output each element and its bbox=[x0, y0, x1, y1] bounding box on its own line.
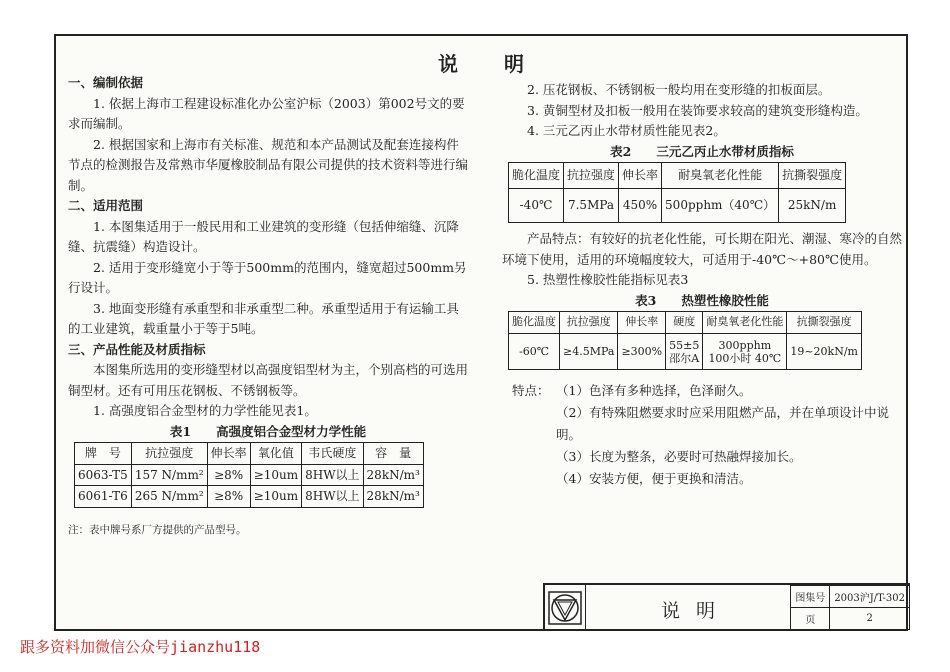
table-header: 硬度 bbox=[666, 312, 703, 334]
table-header: 抗撕裂强度 bbox=[787, 312, 862, 334]
table-header: 牌 号 bbox=[75, 443, 132, 465]
table-row bbox=[509, 334, 862, 370]
table-cell: 25kN/m bbox=[779, 189, 846, 223]
table-header: 耐臭氧老化性能 bbox=[662, 163, 779, 189]
table-cell: 500pphm（40℃） bbox=[662, 189, 779, 223]
table-header-row bbox=[75, 443, 424, 465]
table-header: 抗拉强度 bbox=[131, 443, 207, 465]
table-header: 抗撕裂强度 bbox=[779, 163, 846, 189]
paragraph: 2. 适用于变形缝宽小于等于500mm的范围内，缝宽超过500mm另行设计。 bbox=[68, 259, 467, 295]
table-cell: ≥8% bbox=[207, 464, 250, 486]
table-cell: 19~20kN/m bbox=[787, 334, 862, 370]
table-cell: 8HW以上 bbox=[302, 464, 363, 486]
paragraph: 5. 热塑性橡胶性能指标见表3 bbox=[527, 272, 689, 287]
table-header: 抗拉强度 bbox=[564, 163, 619, 189]
feature-item: （1）色泽有多种选择，色泽耐久。 bbox=[556, 383, 752, 398]
table-cell: 265 N/mm² bbox=[131, 486, 207, 508]
atlas-value: 2003沪J/T-302 bbox=[830, 586, 910, 608]
table-cell: ≥10um bbox=[250, 486, 301, 508]
table-row bbox=[509, 189, 846, 223]
feature-item: （4）安装方便，便于更换和清洁。 bbox=[556, 471, 752, 486]
paragraph: 产品特点：有较好的抗老化性能，可长期在阳光、潮湿、寒冷的自然环境下使用，适用的环境幅度较大，可适用于-40℃～+80℃使用。 bbox=[502, 231, 903, 267]
paragraph: 3. 地面变形缝有承重型和非承重型二种。承重型适用于有运输工具的工业建筑，载重量小于等于5吨。 bbox=[68, 300, 459, 336]
page-title: 说 明 bbox=[438, 52, 526, 76]
table3-caption: 表3 热塑性橡胶性能 bbox=[635, 292, 769, 308]
table-cell: ≥8% bbox=[207, 486, 250, 508]
table-header: 脆化温度 bbox=[509, 163, 564, 189]
table-cell: -40℃ bbox=[509, 189, 564, 223]
section-heading: 二、适用范围 bbox=[68, 198, 144, 213]
footer-watermark-text: 跟多资料加微信公众号jianzhu118 bbox=[20, 638, 261, 656]
table-cell: 55±5 邵尔A bbox=[666, 334, 703, 370]
paragraph: 2. 根据国家和上海市有关标准、规范和本产品测试及配套连接构件节点的检测报告及常熟市华厦橡胶制品有限公司提供的技术资料等进行编制。 bbox=[68, 136, 469, 193]
table-cell: ≥4.5MPa bbox=[560, 334, 618, 370]
table-header: 伸长率 bbox=[618, 312, 666, 334]
table-header: 抗拉强度 bbox=[560, 312, 618, 334]
paragraph: 1. 本图集适用于一般民用和工业建筑的变形缝（包括伸缩缝、沉降缝、抗震缝）构造设计。 bbox=[68, 218, 459, 254]
table-note: 注：表中牌号系厂方提供的产品型号。 bbox=[68, 523, 247, 536]
table-header: 韦氏硬度 bbox=[302, 443, 363, 465]
table2-caption: 表2 三元乙丙止水带材质指标 bbox=[610, 143, 794, 159]
section-heading: 三、产品性能及材质指标 bbox=[68, 341, 206, 357]
table-header: 氧化值 bbox=[250, 443, 301, 465]
table-cell: 300pphm 100小时 40℃ bbox=[703, 334, 787, 370]
table-header-row bbox=[509, 312, 862, 334]
table-cell: 6063-T5 bbox=[75, 464, 132, 486]
features-list bbox=[502, 380, 902, 490]
title-block-grid bbox=[790, 585, 910, 630]
title-block bbox=[543, 583, 910, 631]
table-cell: ≥10um bbox=[250, 464, 301, 486]
table1 bbox=[74, 442, 424, 508]
feature-item: （2）有特殊阻燃要求时应采用阻燃产品，并在单项设计中说明。 bbox=[556, 405, 889, 442]
publisher-logo-icon bbox=[545, 585, 586, 631]
table-cell: -60℃ bbox=[509, 334, 560, 370]
paragraph: 3. 黄铜型材及扣板一般用在装饰要求较高的建筑变形缝构造。 bbox=[527, 102, 868, 118]
table-header: 脆化温度 bbox=[509, 312, 560, 334]
table-row bbox=[75, 464, 424, 486]
table-cell: 7.5MPa bbox=[564, 189, 619, 223]
table1-caption: 表1 高强度铝合金型材力学性能 bbox=[169, 423, 367, 439]
paragraph: 本图集所选用的变形缝型材以高强度铝型材为主，个别高档的可选用铜型材。还有可用压花钢板、不锈钢板等。 bbox=[68, 362, 469, 398]
table-cell: 157 N/mm² bbox=[131, 464, 207, 486]
section-heading: 一、编制依据 bbox=[68, 75, 144, 90]
page-number: 2 bbox=[830, 608, 910, 630]
paragraph: 4. 三元乙丙止水带材质性能见表2。 bbox=[527, 123, 726, 138]
table-cell: ≥300% bbox=[618, 334, 666, 370]
features-label: 特点： bbox=[512, 383, 550, 398]
table-header: 伸长率 bbox=[207, 443, 250, 465]
paragraph: 1. 高强度铝合金型材的力学性能见表1。 bbox=[93, 403, 317, 418]
table-cell: 28kN/m³ bbox=[363, 464, 423, 486]
table-row bbox=[75, 486, 424, 508]
table3 bbox=[508, 311, 862, 370]
table2 bbox=[508, 162, 846, 223]
title-block-title: 说明 bbox=[661, 600, 732, 622]
table-header: 伸长率 bbox=[619, 163, 662, 189]
table-header-row bbox=[509, 163, 846, 189]
feature-item: （3）长度为整条，必要时可热融焊接加长。 bbox=[556, 449, 802, 464]
table-cell: 450% bbox=[619, 189, 662, 223]
page-label: 页 bbox=[791, 608, 830, 630]
left-column bbox=[68, 73, 468, 540]
paragraph: 1. 依据上海市工程建设标准化办公室沪标（2003）第002号文的要求而编制。 bbox=[68, 95, 465, 131]
table-header: 容 量 bbox=[363, 443, 423, 465]
atlas-label: 图集号 bbox=[791, 586, 830, 608]
table-header: 耐臭氧老化性能 bbox=[703, 312, 787, 334]
table-cell: 28kN/m³ bbox=[363, 486, 423, 508]
table-cell: 8HW以上 bbox=[302, 486, 363, 508]
paragraph: 2. 压花钢板、不锈钢板一般均用在变形缝的扣板面层。 bbox=[527, 82, 831, 97]
right-column bbox=[502, 80, 902, 490]
table-cell: 6061-T6 bbox=[75, 486, 132, 508]
